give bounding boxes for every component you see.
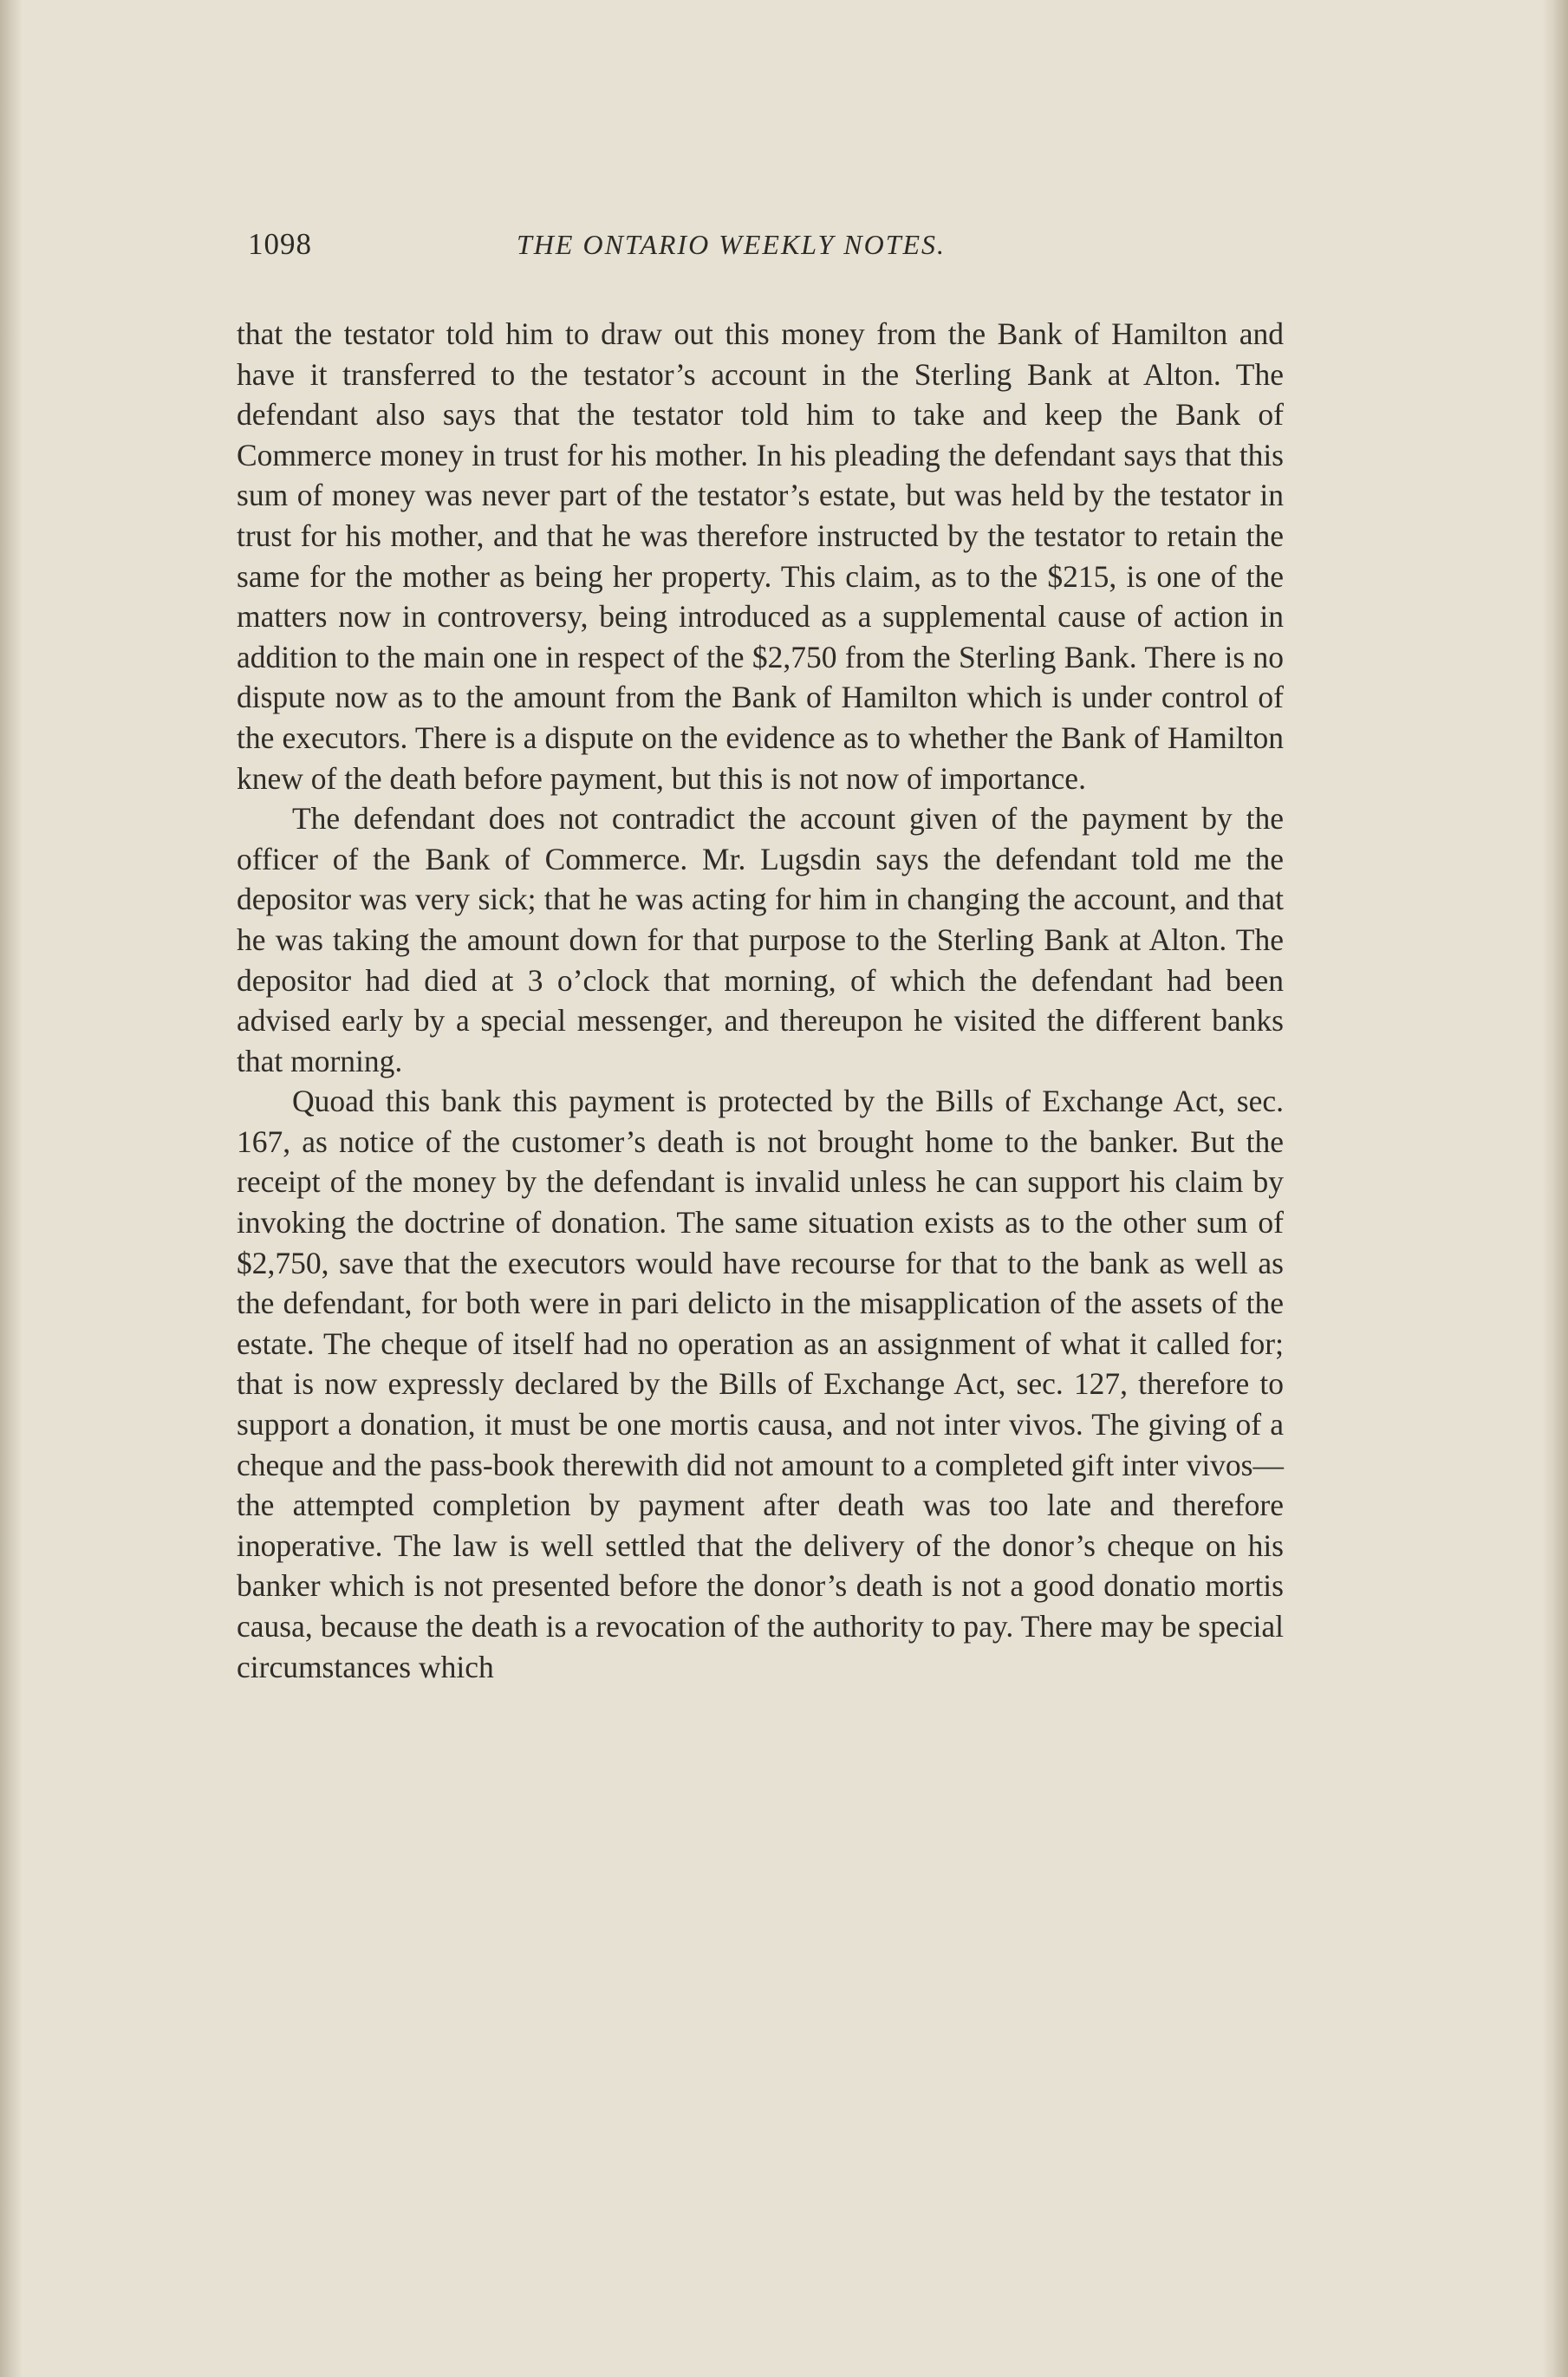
running-title: THE ONTARIO WEEKLY NOTES. [517, 229, 947, 260]
paragraph: The defendant does not contradict the account given of the payment by the officer of the Bank of Commerce. Mr. Lugsdin says the defendant told me the depositor was very sick; that he was acting for him in changing the account, and that he was taking the amount down for that purpose to the Sterling Bank at Alton. The depositor had died at 3 o’clock that morning, of which the defendant had been advised early by a special messenger, and thereupon he visited the different banks that morning. [237, 801, 1284, 1078]
page-gutter-shadow [0, 0, 23, 2377]
paragraph: Quoad this bank this payment is protected by the Bills of Exchange Act, sec. 167, as notice of the customer’s death is not brought home to the banker. But the receipt of the money by the defendant is invalid unless he can support his claim by invoking the doctrine of donation. The same situation exists as to the other sum of $2,750, save that the executors would have recourse for that to the bank as well as the defendant, for both were in pari delicto in the misapplication of the assets of the estate. The cheque of itself had no operation as an assignment of what it called for; that is now expressly declared by the Bills of Exchange Act, sec. 127, therefore to support a donation, it must be one mortis causa, and not inter vivos. The giving of a cheque and the pass-book therewith did not amount to a completed gift inter vivos—the attempted completion by payment after death was too late and therefore inoperative. The law is well settled that the delivery of the donor’s cheque on his banker which is not presented before the donor’s death is not a good donatio mortis causa, because the death is a revocation of the authority to pay. There may be special circumstances which [237, 1084, 1284, 1684]
page-number: 1098 [248, 227, 312, 261]
running-header [248, 227, 1288, 276]
paragraph-continued: that the testator told him to draw out this money from the Bank of Hamilton and have it transferred to the testator’s account in the Sterling Bank at Alton. The defendant also says that the testator told him to take and keep the Bank of Commerce money in trust for his mother. In his pleading the defendant says that this sum of money was never part of the testator’s estate, but was held by the testator in trust for his mother, and that he was therefore instructed by the testator to retain the same for the mother as being her property. This claim, as to the $215, is one of the matters now in controversy, being introduced as a supplemental cause of action in addition to the main one in respect of the $2,750 from the Sterling Bank. There is no dispute now as to the amount from the Bank of Hamilton which is under control of the executors. There is a dispute on the evidence as to whether the Bank of Hamilton knew of the death before payment, but this is not now of importance. [237, 316, 1284, 796]
page-edge-shadow [1542, 0, 1568, 2377]
body-text [237, 314, 1284, 1687]
